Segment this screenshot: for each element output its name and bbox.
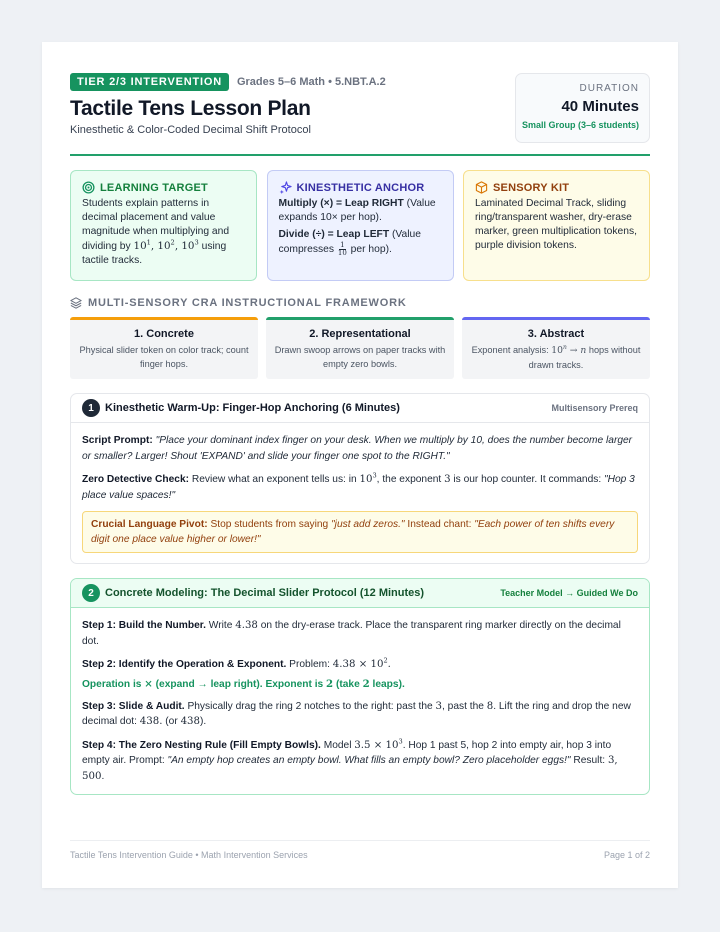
- section-number: 1: [82, 399, 100, 417]
- header: [70, 73, 650, 154]
- group-size: Small Group (3–6 students): [521, 120, 639, 130]
- page-content: [70, 70, 650, 795]
- page-subtitle: Kinesthetic & Color-Coded Decimal Shift Protocol: [70, 124, 311, 136]
- exponent-math: $10^n \to n$: [551, 343, 587, 356]
- framework-title: MULTI-SENSORY CRA INSTRUCTIONAL FRAMEWORK: [88, 297, 407, 309]
- page-footer: [70, 840, 650, 860]
- step-4-text-b: . Hop 1 past 5, hop 2 into empty air, hop 3 into empty air. Prompt:: [82, 739, 612, 766]
- result-value: 3, 500: [82, 755, 618, 782]
- powers-math: $10^1$, $10^2$, $10^3$: [133, 238, 199, 252]
- footer-left: Tactile Tens Intervention Guide • Math Intervention Services: [70, 850, 308, 860]
- header-divider: [70, 154, 650, 156]
- overview-boxes: [70, 170, 650, 281]
- sensory-kit-text: Laminated Decimal Track, sliding ring/transparent washer, dry-erase marker, green multiplication tokens, purple division tokens.: [475, 198, 637, 251]
- kinesthetic-anchor-text: [279, 197, 443, 257]
- operation-summary: [82, 678, 638, 690]
- step-2: [82, 657, 638, 673]
- language-pivot-callout: [82, 511, 638, 553]
- divide-text-a: (Value compresses: [278, 229, 422, 256]
- step-3: [82, 699, 638, 730]
- section-title: Kinesthetic Warm-Up: Finger-Hop Anchoring (6 Minutes): [105, 402, 400, 414]
- sensory-kit-box: [463, 170, 650, 281]
- zero-detective-check: [82, 472, 638, 503]
- framework-heading: [70, 297, 650, 309]
- step-2-label: Step 2: Identify the Operation & Exponent.: [82, 659, 287, 670]
- op-text-d: leaps).: [369, 678, 405, 690]
- learning-target-text-a: Students explain patterns in decimal placement and value magnitude when multiplying and dividing by: [82, 198, 230, 252]
- section-header: [71, 394, 649, 423]
- exponent-three-math: 3: [444, 474, 451, 485]
- step-4-label: Step 4: The Zero Nesting Rule (Fill Empty Bowls).: [82, 739, 321, 751]
- pivot-quote-a: "just add zeros.": [331, 519, 405, 530]
- stage-desc: Physical slider token on color track; count finger hops.: [79, 345, 249, 369]
- step-1-label: Step 1: Build the Number.: [82, 620, 206, 631]
- script-label: Script Prompt:: [82, 435, 153, 446]
- zero-text-a: Review what an exponent tells us: in: [189, 474, 360, 485]
- duration-label: DURATION: [579, 83, 639, 94]
- section-tag: Teacher Model → Guided We Do: [500, 588, 638, 598]
- section-title: Concrete Modeling: The Decimal Slider Protocol (12 Minutes): [105, 587, 425, 599]
- page-number: Page 1 of 2: [603, 850, 650, 860]
- stage-desc: Drawn swoop arrows on paper tracks with empty zero bowls.: [274, 345, 446, 369]
- section-header: [71, 579, 649, 608]
- step-3-text-b: , past the: [442, 700, 487, 712]
- step-3-text-a: Physically drag the ring 2 notches to the right: past the: [184, 700, 436, 712]
- model-math: $3.5 \times 10^3$: [354, 737, 403, 751]
- pivot-text-b: Instead chant:: [404, 519, 475, 530]
- step-1: [82, 618, 638, 649]
- stage-desc: [462, 343, 650, 372]
- lesson-plan-page: [42, 42, 678, 888]
- exponent-two: 2: [326, 677, 334, 690]
- zero-text-b: , the exponent: [376, 474, 445, 485]
- digit-8: 8: [486, 700, 494, 712]
- step-3-text-d: (or: [162, 716, 181, 727]
- step-4: Step 4: The Zero Nesting Rule (Fill Empty Bowls). Model $3.5 \times 10^3$. Hop 1 past 5, hop 2 into empty air, hop 3 into empty air. Prompt: "An empty hop creates an empty bowl. What fills an empty bowl? Zero placeholder eggs!" Result: 3, 500.: [82, 737, 618, 782]
- leaps-two: 2: [362, 677, 370, 690]
- times-symbol: ×: [144, 677, 153, 690]
- multiply-rule: [279, 197, 443, 225]
- step-3-text-e: ).: [200, 716, 207, 727]
- pivot-label: Crucial Language Pivot:: [91, 519, 208, 530]
- problem-math: $4.38 \times 10^2$.: [332, 656, 391, 670]
- multiply-label: Multiply (×) = Leap RIGHT: [278, 198, 404, 209]
- zero-label: Zero Detective Check:: [82, 474, 190, 485]
- grades-standard: Grades 5–6 Math • 5.NBT.A.2: [236, 76, 386, 88]
- step-2-text-a: Problem:: [286, 659, 333, 670]
- zero-text-c: is our hop counter. It commands:: [450, 474, 605, 485]
- section-warm-up: [70, 393, 650, 564]
- learning-target-text: [82, 197, 246, 268]
- section-header-left: [82, 584, 424, 602]
- op-text-b: (expand → leap right). Exponent is: [152, 678, 327, 690]
- stage-concrete: [70, 317, 258, 379]
- kinesthetic-anchor-title: KINESTHETIC ANCHOR: [296, 181, 425, 194]
- divide-rule: [279, 228, 443, 257]
- learning-target-title: LEARNING TARGET: [100, 181, 208, 194]
- result-438-dot: 438.: [139, 716, 163, 727]
- sensory-kit-heading: [475, 181, 639, 194]
- script-text: "Place your dominant index finger on your desk. When we multiply by 10, does the number become larger or smaller? Larger! Shout 'EXPAND' and slide your finger one spot to the RIGHT.": [82, 435, 633, 462]
- stage-abstract: [462, 317, 650, 379]
- result-438: 438: [180, 716, 201, 727]
- learning-target-heading: [82, 181, 246, 194]
- one-tenth-fraction: $\frac{1}{10}$: [337, 241, 347, 257]
- box-icon: [475, 181, 488, 194]
- section-concrete-modeling: [70, 578, 650, 795]
- section-body: [71, 608, 649, 794]
- number-4-38: 4.38: [235, 620, 258, 631]
- step-3-text-c: . Lift the ring and drop the new decimal dot:: [82, 700, 631, 727]
- tier-badge: TIER 2/3 INTERVENTION: [70, 73, 229, 91]
- step-4-text-a: Model: [320, 739, 355, 751]
- sensory-kit-title: SENSORY KIT: [493, 181, 570, 194]
- duration-box: [515, 73, 650, 143]
- stage-title: 2. Representational: [309, 328, 411, 340]
- script-prompt: [82, 433, 638, 464]
- section-tag: Multisensory Prereq: [551, 403, 638, 413]
- target-icon: [82, 181, 95, 194]
- op-text-c: (take: [333, 678, 363, 690]
- layers-icon: [70, 297, 82, 309]
- cra-stages: [70, 317, 650, 379]
- stage-title: 3. Abstract: [527, 328, 585, 340]
- stage-representational: [266, 317, 454, 379]
- page-title: Tactile Tens Lesson Plan: [70, 97, 311, 120]
- digit-3: 3: [435, 700, 442, 712]
- kinesthetic-anchor-box: [267, 170, 454, 281]
- multiply-text: (Value expands 10× per hop).: [278, 198, 436, 223]
- duration-value: 40 Minutes: [561, 98, 639, 115]
- step-1-text-b: on the dry-erase track. Place the transparent ring marker directly on the decimal dot.: [82, 620, 621, 647]
- kinesthetic-anchor-heading: [279, 181, 443, 194]
- section-header-left: [82, 399, 400, 417]
- learning-target-box: [70, 170, 257, 281]
- divide-text-b: per hop).: [347, 244, 392, 256]
- pivot-text-a: Stop students from saying: [207, 519, 332, 530]
- section-body: [71, 423, 649, 563]
- sparkle-icon: [279, 181, 292, 194]
- pivot-quote-b: "Each power of ten shifts every digit one place value higher or lower!": [91, 519, 615, 545]
- step-1-text-a: Write: [205, 620, 236, 631]
- step-4-text-c: Result:: [570, 755, 608, 766]
- step-4-quote: "An empty hop creates an empty bowl. What fills an empty bowl? Zero placeholder eggs!": [167, 755, 571, 766]
- stage-desc-b: hops without drawn tracks.: [528, 345, 641, 370]
- learning-target-text-b: using tactile tracks.: [82, 241, 227, 266]
- stage-desc-a: Exponent analysis:: [471, 345, 552, 355]
- zero-quote: "Hop 3 place value spaces!": [82, 474, 635, 501]
- ten-cubed-math: $10^3$: [359, 471, 377, 485]
- step-3-label: Step 3: Slide & Audit.: [82, 700, 185, 712]
- stage-title: 1. Concrete: [134, 328, 194, 340]
- op-text-a: Operation is: [82, 678, 145, 690]
- section-number: 2: [82, 584, 100, 602]
- divide-label: Divide (÷) = Leap LEFT: [278, 229, 390, 240]
